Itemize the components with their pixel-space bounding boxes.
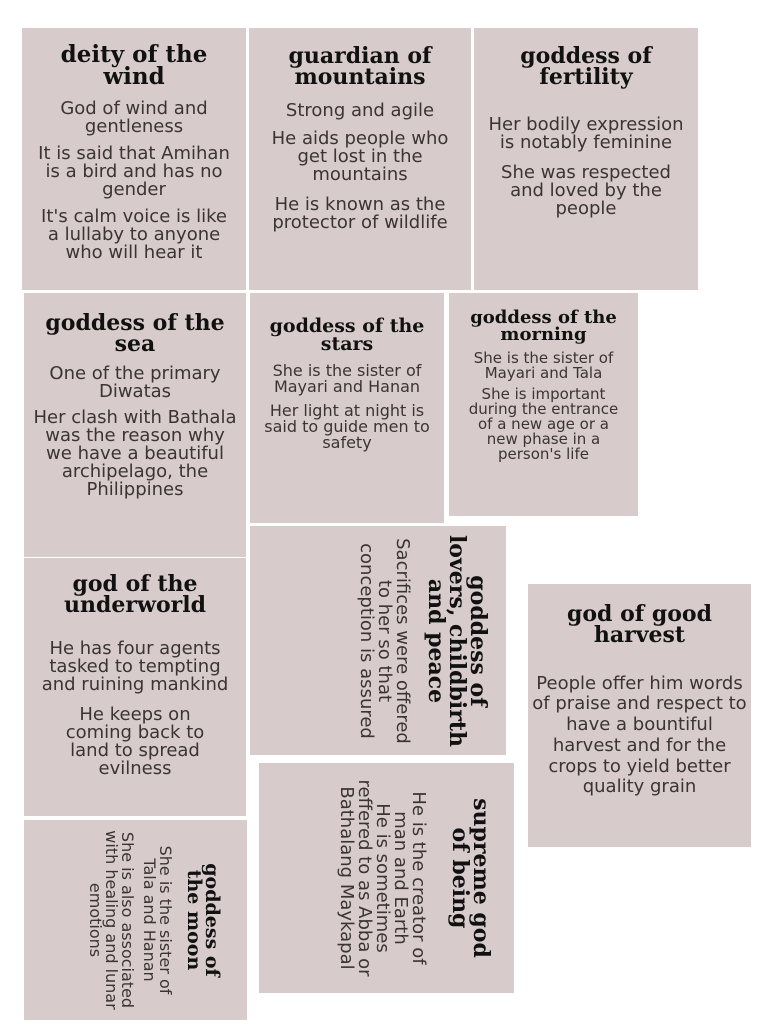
card-line: She is the sister of Tala and Hanan <box>139 845 175 995</box>
card-line: Strong and agile <box>285 99 435 121</box>
card-supreme-god-of-being <box>259 763 514 993</box>
card-title: goddess of the morning <box>470 307 617 346</box>
card-line: God of wind and gentleness <box>60 97 208 137</box>
card-line: It is said that Amihan is a bird and has no gender <box>38 142 230 200</box>
card-title: goddess of the moon <box>182 863 223 977</box>
card-god-of-good-harvest <box>528 584 751 847</box>
card-title: goddess of the sea <box>45 310 225 357</box>
card-title: goddess of lovers, childbirth and peace <box>423 534 491 747</box>
card-line: He aids people who get lost in the mountains <box>271 127 449 185</box>
card-title: guardian of mountains <box>288 43 432 90</box>
card-line: She was respected and loved by the people <box>501 161 671 219</box>
card-line: He is the creator of man and Earth <box>389 791 429 965</box>
card-line: Her light at night is said to guide men to safety <box>264 401 430 453</box>
card-line: People offer him words of praise and respect to have a bountiful harvest and for the crops to yield better quality grain <box>532 672 747 798</box>
card-guardian-of-mountains <box>249 28 471 290</box>
card-line: He is known as the protector of wildlife <box>272 193 448 233</box>
card-line: He keeps on coming back to land to spread evilness <box>65 703 205 779</box>
card-deity-of-the-wind <box>22 28 246 290</box>
card-line: Her clash with Bathala was the reason why we have a beautiful archipelago, the Philippines <box>33 406 237 500</box>
card-goddess-of-lovers <box>250 526 506 755</box>
card-goddess-of-the-sea <box>24 293 246 557</box>
card-line: She is important during the entrance of a new age or a new phase in a person's life <box>468 385 619 464</box>
card-line: She is the sister of Mayari and Tala <box>473 349 614 383</box>
card-goddess-of-fertility <box>474 28 698 290</box>
card-title: goddess of fertility <box>520 43 652 90</box>
card-title: supreme god of being <box>446 798 494 958</box>
card-title: goddess of the stars <box>269 315 425 356</box>
card-line: Sacrifices were offered to her so that conception is assured <box>356 537 414 744</box>
card-goddess-of-the-stars <box>250 293 444 523</box>
card-goddess-of-the-morning <box>449 293 638 516</box>
card-line: He has four agents tasked to tempting and ruining mankind <box>41 637 229 695</box>
card-goddess-of-the-moon <box>24 820 247 1020</box>
card-god-of-the-underworld <box>24 558 246 816</box>
card-line: One of the primary Diwatas <box>49 362 221 402</box>
card-line: Her bodily expression is notably feminine <box>488 113 684 153</box>
card-title: god of the underworld <box>64 571 206 618</box>
card-line: She is also associated with healing and lunar emotions <box>85 830 137 1010</box>
card-line: She is the sister of Mayari and Hanan <box>272 361 422 397</box>
card-title: god of good harvest <box>566 601 712 648</box>
card-title: deity of the wind <box>60 41 208 90</box>
card-line: He is sometimes reffered to as Abba or Bathalang Maykapal <box>335 779 393 977</box>
card-line: It's calm voice is like a lullaby to anyone who will hear it <box>41 205 227 263</box>
